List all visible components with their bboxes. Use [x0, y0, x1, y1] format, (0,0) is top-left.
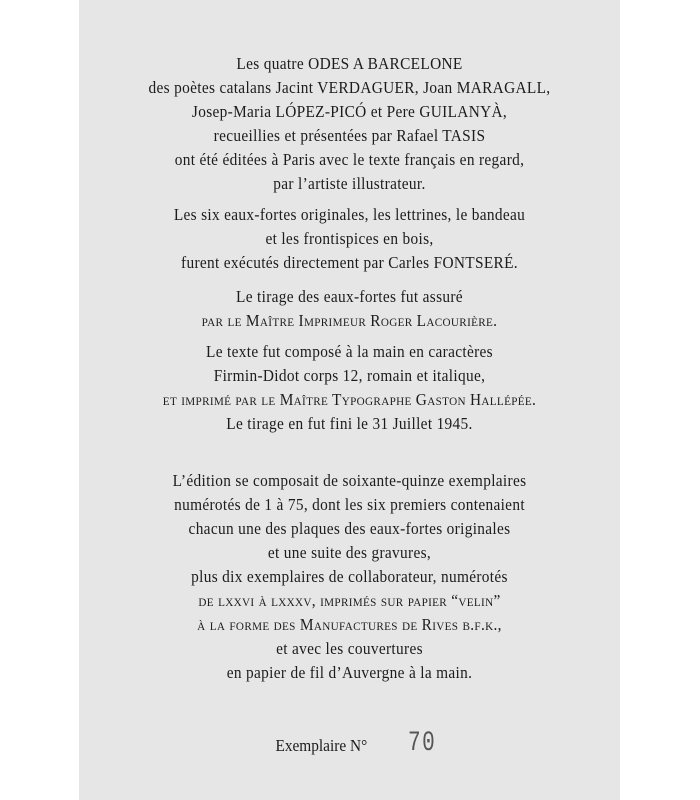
text-line: et les frontispices en bois,: [265, 229, 434, 248]
text-line: et imprimé par le Maître Typographe Gaston Hallépée.: [162, 390, 537, 409]
text-line: Les quatre ODES A BARCELONE: [236, 54, 463, 73]
text-line: de lxxvi à lxxxv, imprimés sur papier “velin”: [198, 591, 501, 610]
text-line: et avec les couvertures: [276, 639, 423, 658]
text-line: par l’artiste illustrateur.: [273, 174, 426, 193]
copy-number-label: Exemplaire N°: [275, 736, 368, 755]
text-line: des poètes catalans Jacint VERDAGUER, Joan MARAGALL,: [148, 78, 551, 97]
text-line: par le Maître Imprimeur Roger Lacourière.: [201, 311, 498, 330]
copy-number-value: 70: [408, 728, 437, 759]
text-line: furent exécutés directement par Carles FONTSERÉ.: [181, 253, 518, 272]
text-line: en papier de fil d’Auvergne à la main.: [226, 663, 473, 682]
paragraph-engravings: [79, 203, 620, 275]
text-line: et une suite des gravures,: [267, 543, 432, 562]
text-line: numérotés de 1 à 75, dont les six premiers contenaient: [174, 495, 525, 514]
text-line: Les six eaux-fortes originales, les lettrines, le bandeau: [173, 205, 526, 224]
text-line: ont été éditées à Paris avec le texte français en regard,: [174, 150, 525, 169]
text-line: L’édition se composait de soixante-quinze exemplaires: [172, 471, 527, 490]
colophon-page: [79, 0, 620, 800]
text-line: chacun une des plaques des eaux-fortes originales: [188, 519, 511, 538]
paragraph-edition: [79, 469, 620, 685]
text-line: plus dix exemplaires de collaborateur, numérotés: [191, 567, 508, 586]
copy-number: [79, 728, 620, 759]
paragraph-typesetting: [79, 340, 620, 436]
text-line: recueillies et présentées par Rafael TASIS: [213, 126, 486, 145]
text-line: Josep-Maria LÓPEZ-PICÓ et Pere GUILANYÀ,: [191, 102, 508, 121]
text-line: Le tirage en fut fini le 31 Juillet 1945.: [226, 414, 473, 433]
text-line: Firmin-Didot corps 12, romain et italique,: [213, 366, 486, 385]
text-line: Le tirage des eaux-fortes fut assuré: [236, 287, 463, 306]
text-line: à la forme des Manufactures de Rives b.f.k.,: [197, 615, 502, 634]
paragraph-title-credits: [79, 52, 620, 196]
paragraph-printing: [79, 285, 620, 333]
text-line: Le texte fut composé à la main en caractères: [206, 342, 493, 361]
